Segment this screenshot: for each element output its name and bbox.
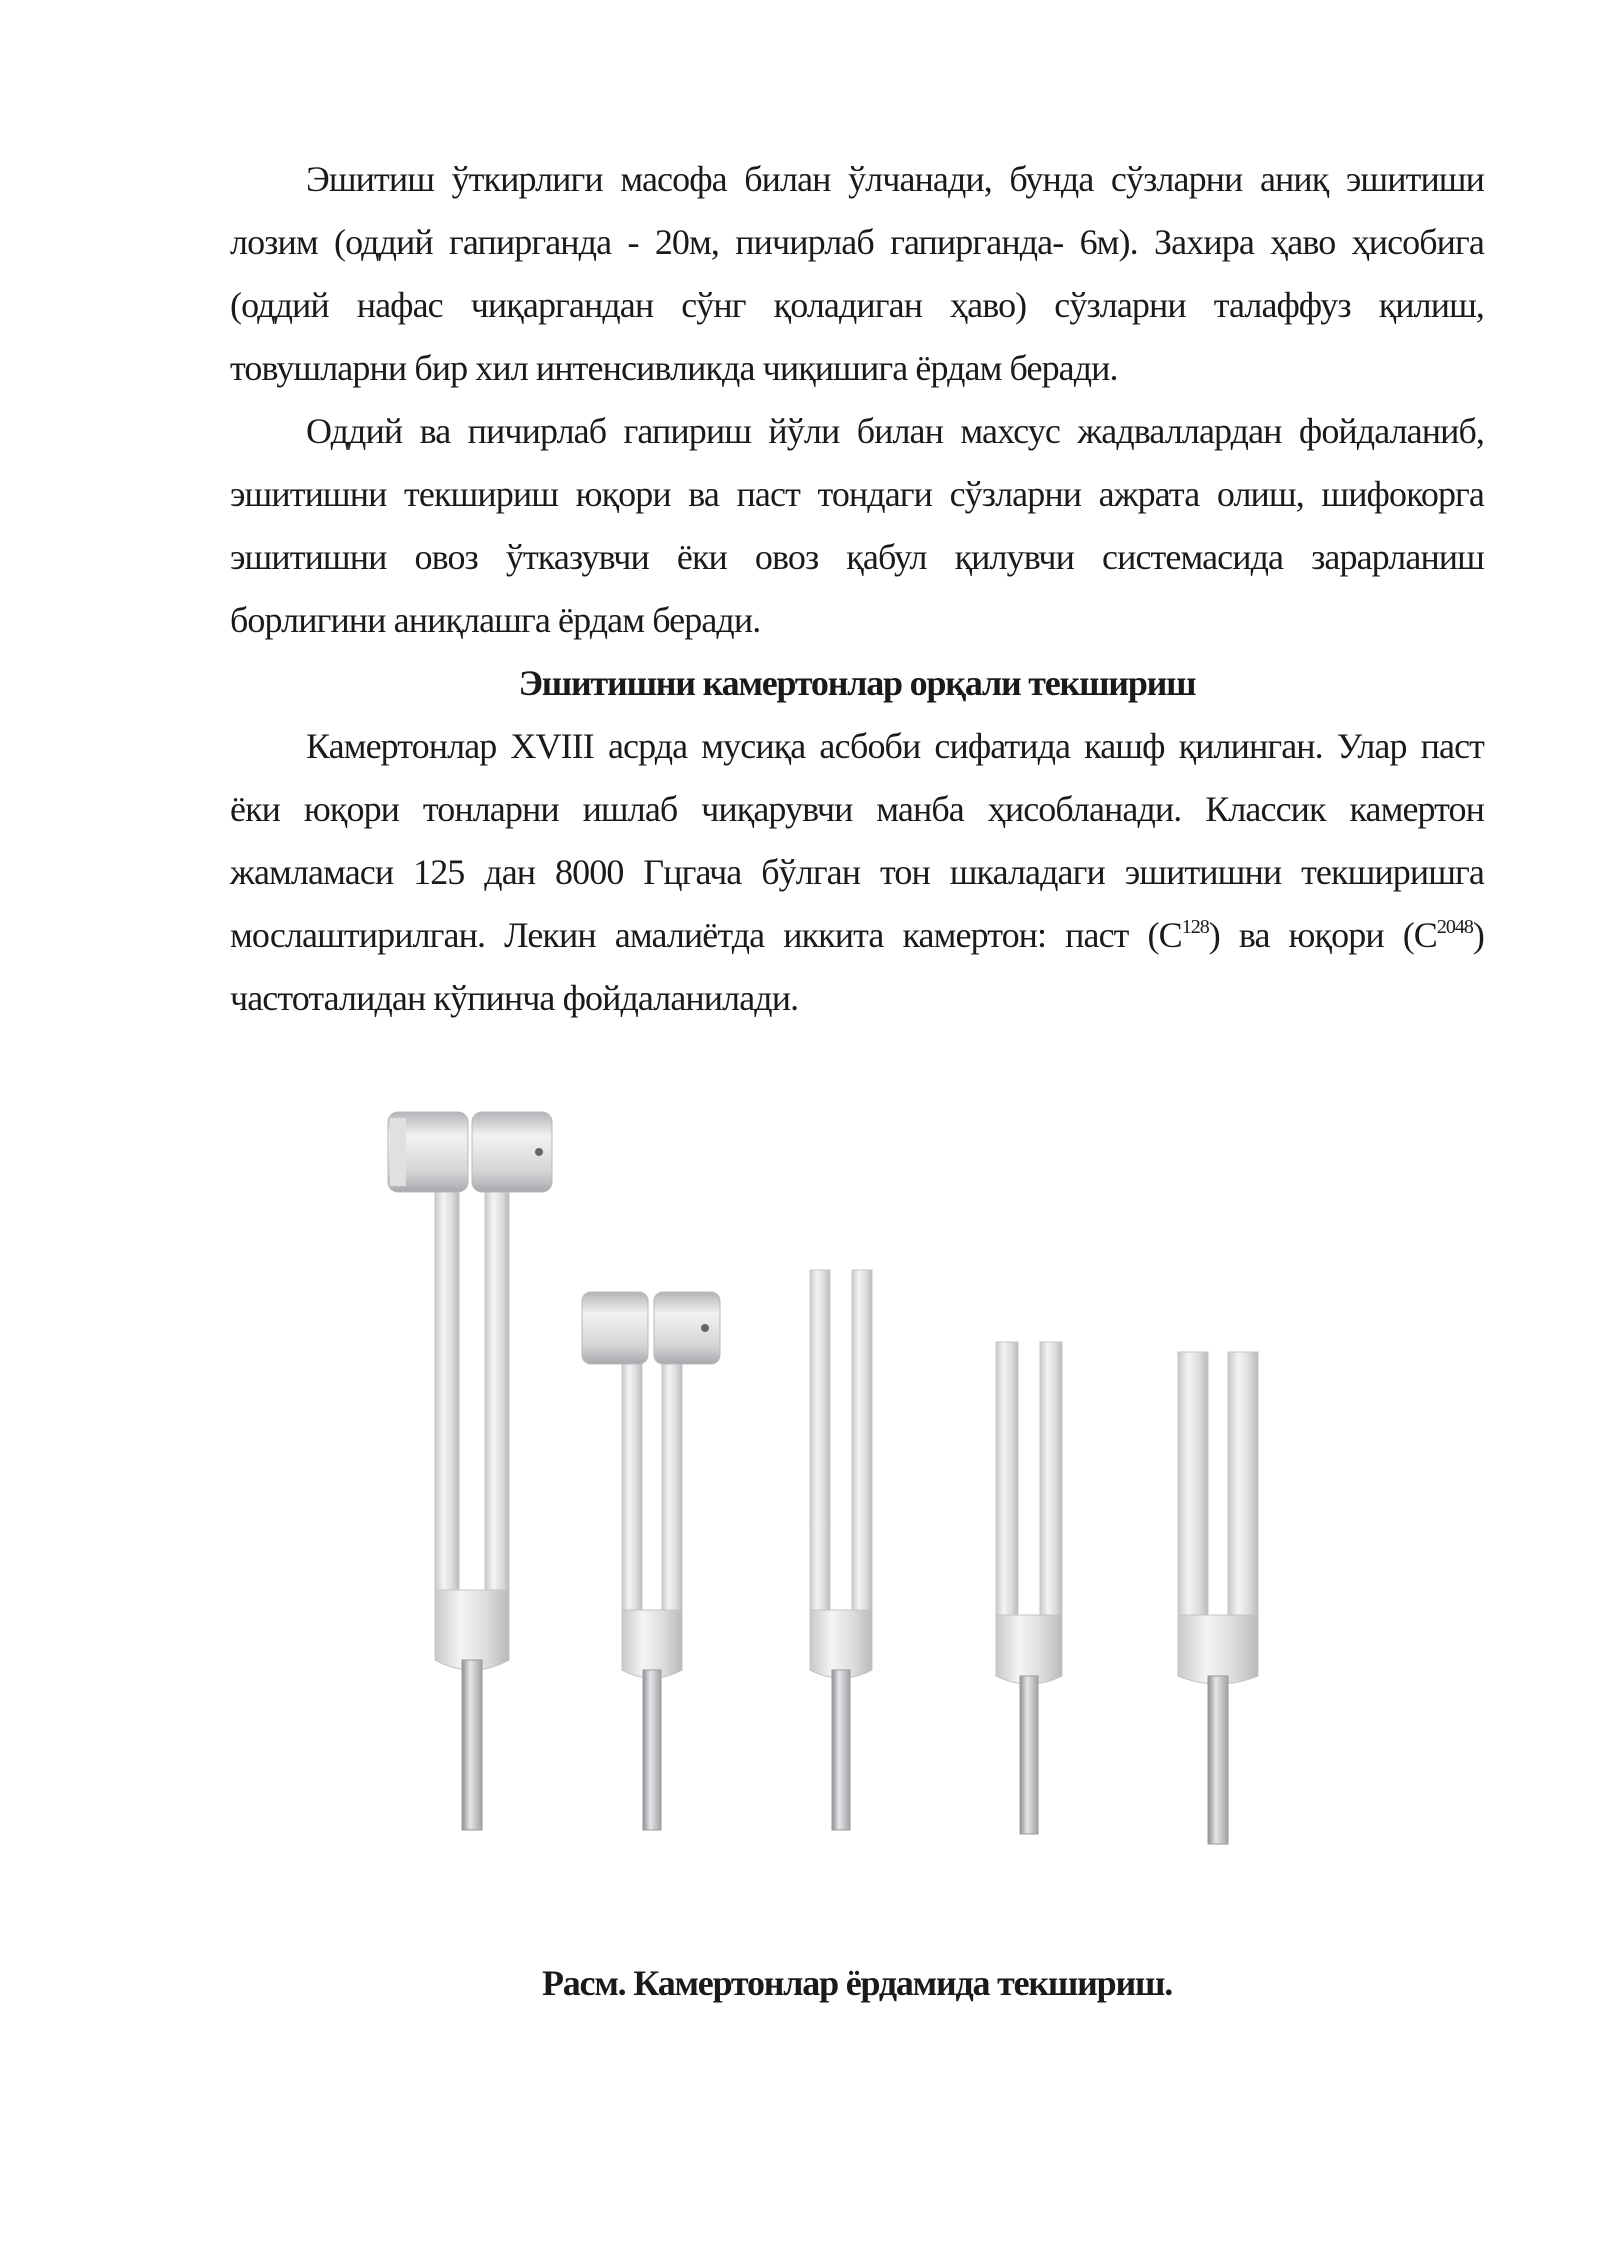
paragraph-text-part: ) ва юқори (С bbox=[1208, 915, 1437, 955]
figure-caption: Расм. Камертонлар ёрдамида текшириш. bbox=[541, 1963, 1173, 2003]
paragraph-text-part: ) частоталидан кўпинча фойдаланилади. bbox=[230, 915, 1484, 1018]
superscript-128: 128 bbox=[1181, 916, 1209, 938]
tuning-fork-plain-medium bbox=[996, 1342, 1062, 1834]
tuning-fork-plain-tall bbox=[810, 1270, 872, 1830]
tuning-fork-medium-weighted bbox=[582, 1292, 720, 1830]
tuning-fork-large bbox=[388, 1112, 552, 1830]
paragraph-hearing-acuity: Эшитиш ўткирлиги масофа билан ўлчанади, бунда сўзларни аниқ эшитиши лозим (оддий гапирганда - 20м, пичирлаб гапирганда- 6м). Захира ҳаво ҳисобига (оддий нафас чиқаргандан сўнг қоладиган ҳаво) сўзларни талаффуз қилиш, товушларни бир хил интенсивликда чиқишига ёрдам беради. bbox=[230, 159, 1484, 388]
paragraph-speech-test: Оддий ва пичирлаб гапириш йўли билан махсус жадваллардан фойдаланиб, эшитишни текшириш юқори ва паст тондаги сўзларни ажрата олиш, шифокорга эшитишни овоз ўтказувчи ёки овоз қабул қилувчи системасида зарарланиш борлигини аниқлашга ёрдам беради. bbox=[230, 411, 1484, 640]
section-heading: Эшитишни камертонлар орқали текшириш bbox=[518, 663, 1196, 703]
body-text bbox=[230, 148, 1484, 1030]
tuning-fork-plain-short bbox=[1178, 1352, 1258, 1844]
paragraph-text-part: Камертонлар XVIII асрда мусиқа асбоби сифатида кашф қилинган. Улар паст ёки юқори тонларни ишлаб чиқарувчи манба ҳисобланади. Классик камертон жамламаси 125 дан 8000 Гцгача бўлган тон шкаладаги эшитишни текширишга мослаштирилган. Лекин амалиётда иккита камертон: паст (С bbox=[230, 726, 1484, 955]
superscript-2048: 2048 bbox=[1436, 916, 1473, 938]
tuning-forks-image bbox=[360, 1070, 1280, 1930]
paragraph-tuning-forks bbox=[230, 715, 1484, 1030]
